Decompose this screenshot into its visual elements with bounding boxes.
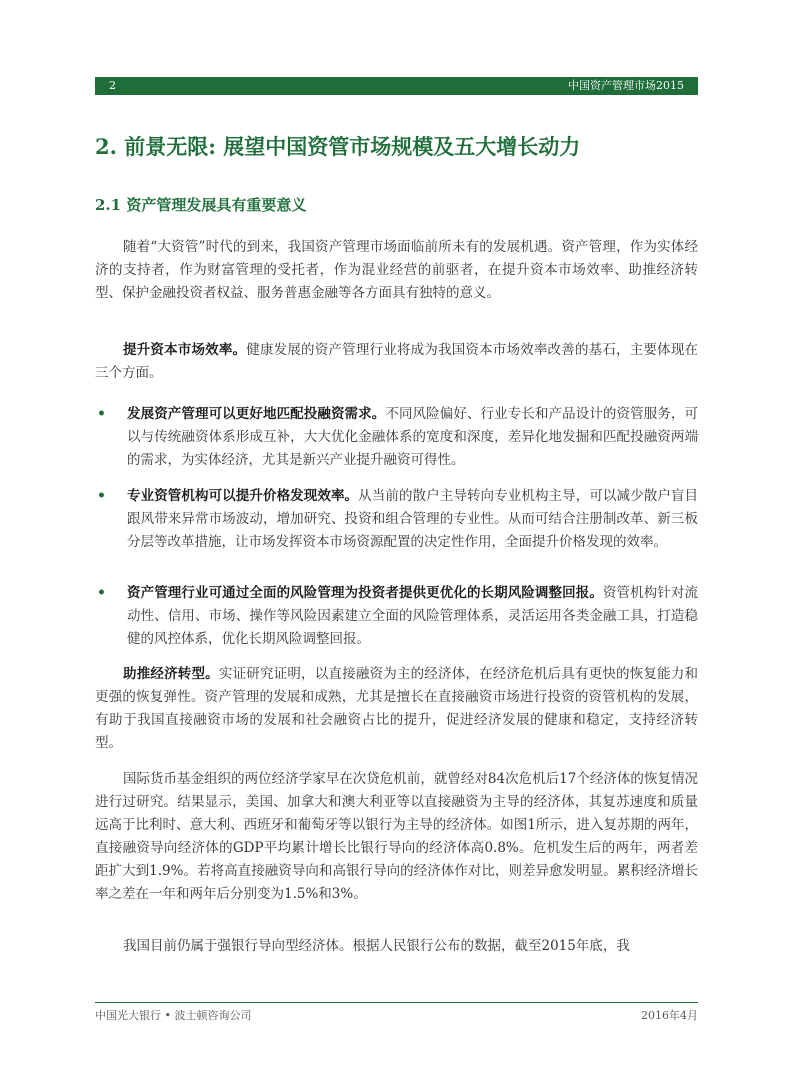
intro-paragraph: 随着“大资管”时代的到来，我国资产管理市场面临前所未有的发展机遇。资产管理，作为实体经济的支持者，作为财富管理的受托者，作为混业经营的前驱者，在提升资本市场效率、助推经济转型、保护金融投资者权益、服务普惠金融等各方面具有独特的意义。 <box>95 239 698 301</box>
paragraph-china-bank-oriented: 我国目前仍属于强银行导向型经济体。根据人民银行公布的数据，截至2015年底，我 <box>123 938 630 954</box>
bullet-lead: 资产管理行业可通过全面的风险管理为投资者提供更优化的长期风险调整回报。 <box>127 585 603 601</box>
bullet-text <box>127 485 698 554</box>
bullet-body: 不同风险偏好、行业专长和产品设计的资管服务，可以与传统融资体系形成互补，大大优化金融体系的宽度和深度，差异化地发掘和匹配投融资两端的需求，为实体经济，尤其是新兴产业提升融资可得性。 <box>127 406 699 468</box>
paragraph-capital-efficiency <box>95 339 698 385</box>
page-header-bar <box>95 77 698 95</box>
bullet-item-1 <box>95 403 698 472</box>
paragraph-economic-transition <box>95 663 698 755</box>
bullet-text <box>127 582 698 651</box>
footer-divider <box>95 1002 698 1003</box>
bullet-icon: • <box>97 406 106 422</box>
paragraph-imf-research: 国际货币基金组织的两位经济学家早在次贷危机前，就曾经对84次危机后17个经济体的恢复情况进行过研究。结果显示，美国、加拿大和澳大利亚等以直接融资为主导的经济体，其复苏速度和质量远高于比利时、意大利、西班牙和葡萄牙等以银行为主导的经济体。如图1所示，进入复苏期的两年，直接融资导向经济体的GDP平均累计增长比银行导向的经济体高0.8%。危机发生后的两年，两者差距扩大到1.9%。若将高直接融资导向和高银行导向的经济体作对比，则差异愈发明显。累积经济增长率之差在一年和两年后分别变为1.5%和3%。 <box>95 771 698 902</box>
footer-publisher: 中国光大银行 • 波士顿咨询公司 <box>95 1009 252 1022</box>
bullet-lead: 专业资管机构可以提升价格发现效率。 <box>127 488 359 504</box>
page-number: 2 <box>109 79 116 92</box>
running-title: 中国资产管理市场2015 <box>568 79 684 92</box>
paragraph-lead: 助推经济转型。 <box>123 666 219 682</box>
footer-date: 2016年4月 <box>641 1009 698 1022</box>
bullet-body: 资管机构针对流动性、信用、市场、操作等风险因素建立全面的风险管理体系，灵活运用各类金融工具，打造稳健的风控体系，优化长期风险调整回报。 <box>127 585 699 647</box>
bullet-text <box>127 403 698 472</box>
subsection-title: 2.1 资产管理发展具有重要意义 <box>95 196 307 214</box>
paragraph-text: 实证研究证明，以直接融资为主的经济体，在经济危机后具有更快的恢复能力和更强的恢复弹性。资产管理的发展和成熟，尤其是擅长在直接融资市场进行投资的资管机构的发展，有助于我国直接融资市场的发展和社会融资占比的提升，促进经济发展的健康和稳定，支持经济转型。 <box>95 666 699 751</box>
bullet-icon: • <box>97 585 106 601</box>
paragraph-text: 健康发展的资产管理行业将成为我国资本市场效率改善的基石，主要体现在三个方面。 <box>95 342 699 381</box>
bullet-item-3 <box>95 582 698 651</box>
bullet-lead: 发展资产管理可以更好地匹配投融资需求。 <box>127 406 386 422</box>
bullet-icon: • <box>97 488 106 504</box>
paragraph-lead: 提升资本市场效率。 <box>123 342 247 358</box>
section-title: 2. 前景无限: 展望中国资管市场规模及五大增长动力 <box>95 134 581 159</box>
bullet-item-2 <box>95 485 698 554</box>
bullet-body: 从当前的散户主导转向专业机构主导，可以减少散户盲目跟风带来异常市场波动，增加研究、投资和组合管理的专业性。从而可结合注册制改革、新三板分层等改革措施，让市场发挥资本市场资源配置的决定性作用，全面提升价格发现的效率。 <box>127 488 699 550</box>
